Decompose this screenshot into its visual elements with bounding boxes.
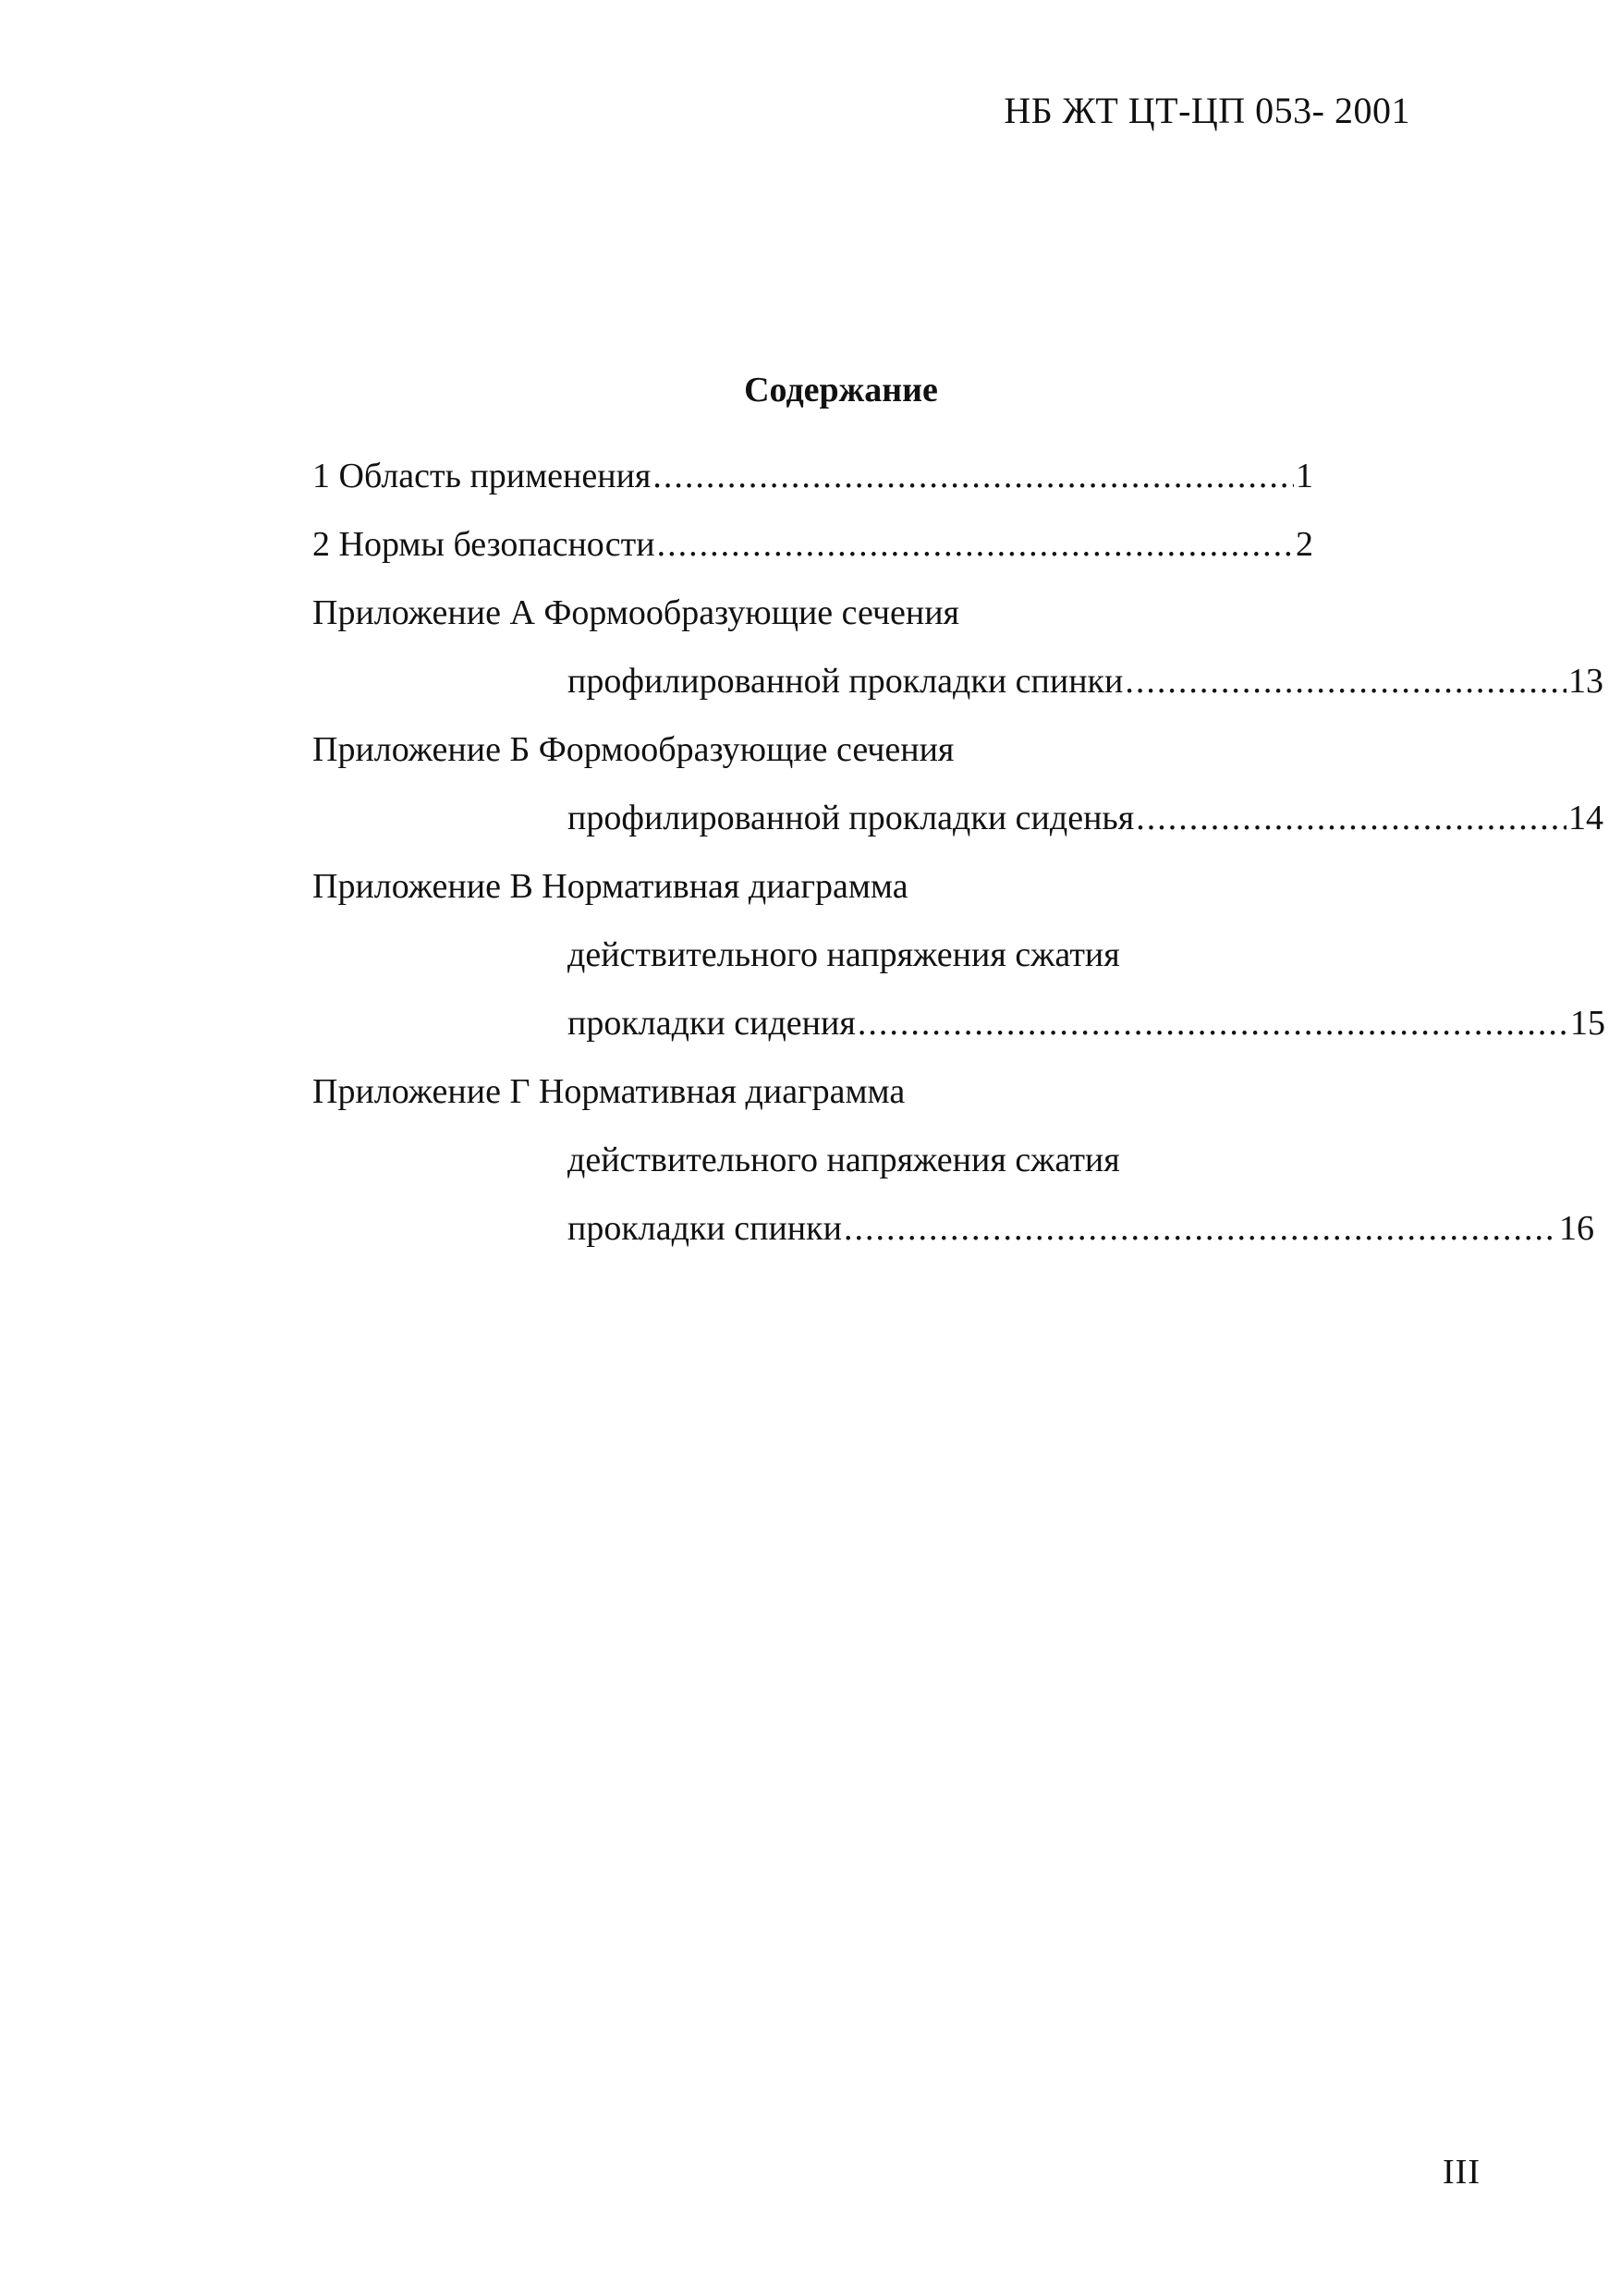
toc-page-number: 1 (1296, 457, 1313, 495)
table-of-contents (312, 442, 1605, 1263)
toc-page-number: 15 (1570, 1004, 1605, 1043)
toc-entry-appendix-g-cont2[interactable] (312, 1194, 1594, 1263)
toc-entry-text: Приложение Б Формообразующие сечения (312, 730, 955, 769)
toc-entry-appendix-v-cont[interactable] (312, 921, 1347, 989)
page-header-doc-code: НБ ЖТ ЦТ-ЦП 053- 2001 (1004, 90, 1410, 131)
toc-entry-text: 1 Область применения (312, 457, 652, 495)
toc-page-number: 16 (1559, 1209, 1594, 1248)
toc-entry-text: 2 Нормы безопасности (312, 525, 655, 564)
toc-entry-appendix-a[interactable] (312, 579, 1347, 647)
toc-dot-leader (844, 1194, 1557, 1263)
toc-entry-appendix-g-cont[interactable] (312, 1126, 1347, 1194)
toc-entry-appendix-b-cont[interactable] (312, 784, 1603, 852)
toc-dot-leader (657, 510, 1294, 579)
toc-entry-appendix-b[interactable] (312, 715, 1347, 784)
toc-dot-leader (858, 989, 1568, 1057)
toc-page-number: 14 (1568, 799, 1603, 837)
toc-entry-scope[interactable] (312, 442, 1313, 510)
toc-entry-text: прокладки сидения (567, 1004, 856, 1043)
toc-entry-text: прокладки спинки (567, 1209, 842, 1248)
page-number: III (1443, 2153, 1481, 2192)
toc-dot-leader (652, 442, 1294, 510)
toc-page-number: 13 (1568, 662, 1603, 701)
toc-dot-leader (1136, 784, 1566, 852)
toc-entry-appendix-v-cont2[interactable] (312, 989, 1605, 1057)
toc-page-number: 2 (1296, 525, 1313, 564)
toc-entry-text: профилированной прокладки спинки (567, 662, 1124, 701)
toc-entry-text: Приложение А Формообразующие сечения (312, 593, 960, 632)
toc-entry-safety-norms[interactable] (312, 510, 1313, 579)
toc-entry-text: Приложение Г Нормативная диаграмма (312, 1072, 906, 1111)
toc-dot-leader (1125, 647, 1566, 715)
toc-entry-appendix-a-cont[interactable] (312, 647, 1603, 715)
toc-entry-text: действительного напряжения сжатия (567, 1141, 1120, 1179)
toc-entry-text: действительного напряжения сжатия (567, 935, 1120, 974)
toc-entry-text: профилированной прокладки сиденья (567, 799, 1135, 837)
toc-entry-appendix-v[interactable] (312, 852, 1347, 921)
toc-entry-appendix-g[interactable] (312, 1057, 1347, 1126)
toc-title: Содержание (744, 371, 938, 409)
toc-entry-text: Приложение В Нормативная диаграмма (312, 867, 908, 906)
